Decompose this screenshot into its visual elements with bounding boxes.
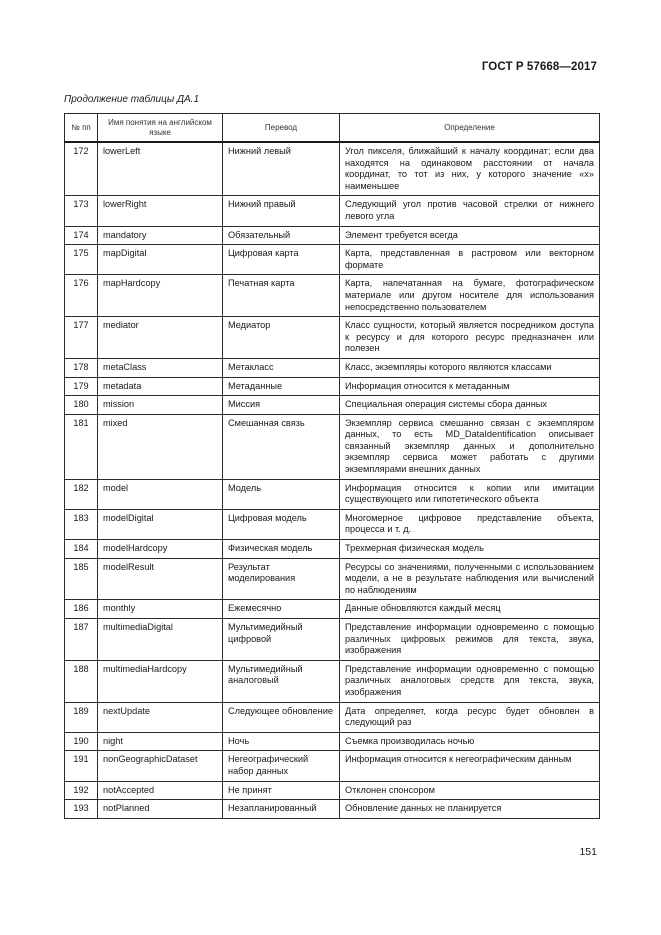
term-translation: Нижний правый [223,196,340,226]
term-name: notPlanned [98,800,223,819]
column-header-num: № пп [65,114,98,143]
term-definition: Элемент требуется всегда [340,226,600,245]
row-number: 179 [65,377,98,396]
row-number: 180 [65,396,98,415]
terms-table [64,113,600,819]
table-row [65,702,600,732]
table-row [65,414,600,479]
term-definition: Класс сущности, который является посредником доступа к ресурсу и для которого ресурс предназначен или полезен [340,317,600,359]
term-definition: Многомерное цифровое представление объекта, процесса и т. д. [340,509,600,539]
column-header-translation: Перевод [223,114,340,143]
row-number: 182 [65,479,98,509]
term-name: mixed [98,414,223,479]
term-name: monthly [98,600,223,619]
term-translation: Мультимедийный цифровой [223,619,340,661]
term-translation: Ежемесячно [223,600,340,619]
row-number: 181 [65,414,98,479]
term-translation: Цифровая модель [223,509,340,539]
row-number: 186 [65,600,98,619]
term-definition: Экземпляр сервиса смешанно связан с экземпляром данных, то есть MD_DataIdentification описывает связанный экземпляр данных и дополнительно экземпляр сервиса может работать с другими экземплярами внешних данных [340,414,600,479]
term-name: mediator [98,317,223,359]
term-translation: Цифровая карта [223,245,340,275]
term-name: night [98,732,223,751]
term-definition: Дата определяет, когда ресурс будет обновлен в следующий раз [340,702,600,732]
row-number: 177 [65,317,98,359]
term-definition: Представление информации одновременно с помощью различных аналоговых средств для текста, звука, изображения [340,660,600,702]
term-definition: Карта, представленная в растровом или векторном формате [340,245,600,275]
column-header-name: Имя понятия на английском языке [98,114,223,143]
term-definition: Данные обновляются каждый месяц [340,600,600,619]
term-translation: Не принят [223,781,340,800]
table-row [65,358,600,377]
term-translation: Физическая модель [223,540,340,559]
row-number: 188 [65,660,98,702]
row-number: 190 [65,732,98,751]
table-row [65,781,600,800]
table-row [65,540,600,559]
row-number: 187 [65,619,98,661]
term-name: model [98,479,223,509]
term-name: modelHardcopy [98,540,223,559]
term-name: nextUpdate [98,702,223,732]
table-row [65,800,600,819]
term-name: mapHardcopy [98,275,223,317]
table-caption: Продолжение таблицы ДА.1 [64,94,200,105]
table-body [65,142,600,818]
row-number: 174 [65,226,98,245]
table-row [65,226,600,245]
table-row [65,479,600,509]
column-header-definition: Определение [340,114,600,143]
term-definition: Информация относится к негеографическим данным [340,751,600,781]
table-row [65,509,600,539]
table-row [65,600,600,619]
term-translation: Медиатор [223,317,340,359]
term-translation: Смешанная связь [223,414,340,479]
table-row [65,660,600,702]
row-number: 176 [65,275,98,317]
table-row [65,317,600,359]
term-definition: Представление информации одновременно с помощью различных цифровых режимов для текста, звука, изображения [340,619,600,661]
table-row [65,196,600,226]
term-translation: Нижний левый [223,142,340,196]
term-name: modelDigital [98,509,223,539]
row-number: 193 [65,800,98,819]
row-number: 172 [65,142,98,196]
term-name: multimediaDigital [98,619,223,661]
table-row [65,377,600,396]
table-row [65,275,600,317]
row-number: 184 [65,540,98,559]
term-translation: Негеографический набор данных [223,751,340,781]
term-name: lowerRight [98,196,223,226]
term-definition: Информация относится к метаданным [340,377,600,396]
term-name: metaClass [98,358,223,377]
term-name: nonGeographicDataset [98,751,223,781]
term-definition: Следующий угол против часовой стрелки от нижнего левого угла [340,196,600,226]
row-number: 175 [65,245,98,275]
term-translation: Ночь [223,732,340,751]
table-row [65,751,600,781]
table-row [65,732,600,751]
row-number: 183 [65,509,98,539]
term-name: mission [98,396,223,415]
term-definition: Съемка производилась ночью [340,732,600,751]
table-row [65,245,600,275]
term-translation: Обязательный [223,226,340,245]
table-header-row [65,114,600,143]
term-definition: Угол пикселя, ближайший к началу координат; если два находятся на одинаковом расстоянии от начала координат, то тот из них, у которого значение «х» наименьшее [340,142,600,196]
term-translation: Миссия [223,396,340,415]
term-translation: Метакласс [223,358,340,377]
row-number: 191 [65,751,98,781]
table-row [65,619,600,661]
term-definition: Ресурсы со значениями, полученными с использованием модели, а не в результате наблюдения или вычислений по наблюдениям [340,558,600,600]
term-translation: Печатная карта [223,275,340,317]
term-name: multimediaHardcopy [98,660,223,702]
term-definition: Специальная операция системы сбора данных [340,396,600,415]
term-name: lowerLeft [98,142,223,196]
term-translation: Модель [223,479,340,509]
term-definition: Отклонен спонсором [340,781,600,800]
term-definition: Карта, напечатанная на бумаге, фотографическом материале или другом носителе для использования непосредственно пользователем [340,275,600,317]
row-number: 189 [65,702,98,732]
term-definition: Информация относится к копии или имитации существующего или гипотетического объекта [340,479,600,509]
table-row [65,558,600,600]
table-row [65,396,600,415]
row-number: 185 [65,558,98,600]
row-number: 178 [65,358,98,377]
term-name: modelResult [98,558,223,600]
term-definition: Обновление данных не планируется [340,800,600,819]
term-translation: Результат моделирования [223,558,340,600]
table-row [65,142,600,196]
term-name: metadata [98,377,223,396]
term-translation: Незапланированный [223,800,340,819]
document-header: ГОСТ Р 57668—2017 [481,61,597,73]
row-number: 173 [65,196,98,226]
term-definition: Класс, экземпляры которого являются классами [340,358,600,377]
term-translation: Мультимедийный аналоговый [223,660,340,702]
term-name: mapDigital [98,245,223,275]
term-name: mandatory [98,226,223,245]
term-translation: Метаданные [223,377,340,396]
page-number: 151 [579,846,597,858]
term-name: notAccepted [98,781,223,800]
term-translation: Следующее обновление [223,702,340,732]
term-definition: Трехмерная физическая модель [340,540,600,559]
row-number: 192 [65,781,98,800]
